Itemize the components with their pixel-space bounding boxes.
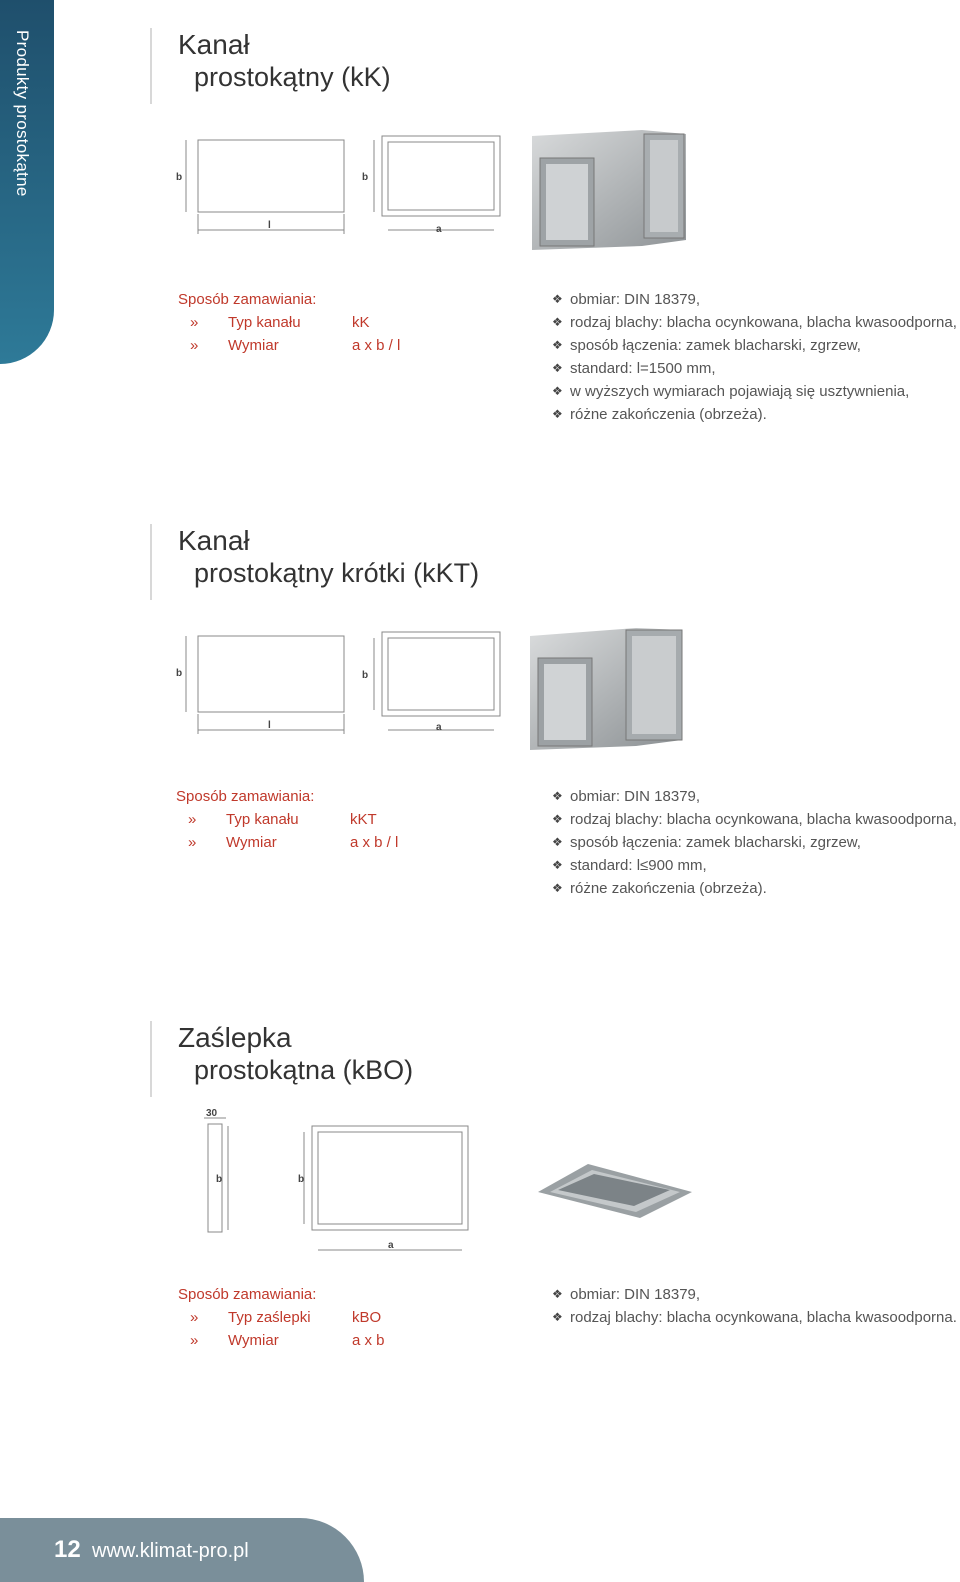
title-line2: prostokątny (kK) — [194, 62, 391, 92]
title-line2: prostokątny krótki (kKT) — [194, 558, 480, 588]
dim-b-label: b — [176, 668, 183, 679]
row-value: a x b — [352, 1332, 385, 1349]
row-bullet: » — [190, 1332, 199, 1349]
diamond-cluster-icon: ❖ — [552, 881, 563, 895]
duct-photo-kkt — [530, 626, 686, 752]
spec-text: rodzaj blachy: blacha ocynkowana, blacha kwasoodporna, — [570, 314, 957, 331]
title-line1: Zaślepka — [178, 1022, 292, 1053]
side-tab-label: Produkty prostokątne — [13, 30, 32, 197]
order-row — [176, 831, 398, 854]
dim-b-label: b — [298, 1174, 305, 1185]
title-block — [150, 524, 479, 600]
row-bullet: » — [190, 337, 199, 354]
order-info-kk — [178, 288, 400, 357]
spec-text: sposób łączenia: zamek blacharski, zgrzew, — [570, 337, 861, 354]
order-heading: Sposób zamawiania: — [176, 788, 315, 805]
diamond-cluster-icon: ❖ — [552, 338, 563, 352]
diamond-cluster-icon: ❖ — [552, 315, 563, 329]
list-item — [552, 877, 957, 900]
page-number: 12 — [54, 1536, 81, 1563]
row-bullet: » — [190, 1309, 199, 1326]
row-name: Typ zaślepki — [228, 1309, 311, 1326]
spec-list-kbo — [552, 1283, 957, 1329]
diamond-cluster-icon: ❖ — [552, 1310, 563, 1324]
diamond-cluster-icon: ❖ — [552, 292, 563, 306]
spec-text: standard: l≤900 mm, — [570, 857, 707, 874]
title-block — [150, 28, 391, 104]
dim-a-label: a — [436, 722, 442, 733]
row-name: Wymiar — [226, 834, 277, 851]
dimension-drawing-kbo — [190, 1104, 480, 1254]
row-value: kKT — [350, 811, 377, 828]
order-row — [178, 334, 400, 357]
end-cap-photo-kbo — [536, 1158, 694, 1220]
diamond-cluster-icon: ❖ — [552, 789, 563, 803]
dim-a-label: a — [388, 1240, 394, 1251]
list-item — [552, 808, 957, 831]
diamond-cluster-icon: ❖ — [552, 384, 563, 398]
diamond-cluster-icon: ❖ — [552, 835, 563, 849]
duct-photo-kk — [532, 128, 690, 252]
order-info-kkt — [176, 785, 398, 854]
list-item — [552, 357, 957, 380]
list-item — [552, 854, 957, 877]
order-info-kbo — [178, 1283, 385, 1352]
spec-text: obmiar: DIN 18379, — [570, 1286, 701, 1303]
list-item — [552, 1283, 957, 1306]
title-line1: Kanał — [178, 525, 250, 556]
title-block — [150, 1021, 413, 1097]
title-line2: prostokątna (kBO) — [194, 1055, 414, 1085]
list-item — [552, 831, 957, 854]
spec-list-kk — [552, 288, 957, 426]
row-value: kBO — [352, 1309, 382, 1326]
diamond-cluster-icon: ❖ — [552, 361, 563, 375]
row-bullet: » — [188, 811, 197, 828]
list-item — [552, 403, 957, 426]
spec-text: obmiar: DIN 18379, — [570, 788, 701, 805]
dim-l-label: l — [268, 220, 271, 231]
row-bullet: » — [188, 834, 197, 851]
spec-text: standard: l=1500 mm, — [570, 360, 716, 377]
row-name: Typ kanału — [226, 811, 299, 828]
footer-bar — [0, 1518, 364, 1582]
row-value: a x b / l — [352, 337, 401, 354]
dim-b-label: b — [176, 172, 183, 183]
spec-text: obmiar: DIN 18379, — [570, 291, 701, 308]
spec-text: w wyższych wymiarach pojawiają się usztywnienia, — [570, 383, 910, 400]
dimension-drawing-kk — [170, 130, 510, 240]
list-item — [552, 288, 957, 311]
list-item — [552, 785, 957, 808]
diamond-cluster-icon: ❖ — [552, 1287, 563, 1301]
dim-a-label: a — [436, 224, 442, 235]
row-value: kK — [352, 314, 370, 331]
row-name: Wymiar — [228, 1332, 279, 1349]
dimension-drawing-kkt — [170, 628, 510, 738]
row-bullet: » — [190, 314, 199, 331]
list-item — [552, 1306, 957, 1329]
spec-text: rodzaj blachy: blacha ocynkowana, blacha kwasoodporna. — [570, 1309, 957, 1326]
dim-b-label: b — [216, 1174, 223, 1185]
dim-thickness-label: 30 — [206, 1108, 218, 1119]
diamond-cluster-icon: ❖ — [552, 858, 563, 872]
order-row — [178, 1306, 385, 1329]
spec-list-kkt — [552, 785, 957, 900]
dim-b-label: b — [362, 670, 369, 681]
title-line1: Kanał — [178, 29, 250, 60]
row-name: Wymiar — [228, 337, 279, 354]
row-name: Typ kanału — [228, 314, 301, 331]
order-heading: Sposób zamawiania: — [178, 1286, 317, 1303]
spec-text: rodzaj blachy: blacha ocynkowana, blacha kwasoodporna, — [570, 811, 957, 828]
dim-b-label: b — [362, 172, 369, 183]
order-heading: Sposób zamawiania: — [178, 291, 317, 308]
list-item — [552, 334, 957, 357]
dim-l-label: l — [268, 720, 271, 731]
order-row — [178, 1329, 385, 1352]
order-row — [178, 311, 400, 334]
list-item — [552, 311, 957, 334]
spec-text: różne zakończenia (obrzeża). — [570, 406, 767, 423]
row-value: a x b / l — [350, 834, 399, 851]
footer-url[interactable]: www.klimat-pro.pl — [92, 1540, 249, 1562]
spec-text: różne zakończenia (obrzeża). — [570, 880, 767, 897]
spec-text: sposób łączenia: zamek blacharski, zgrzew, — [570, 834, 861, 851]
order-row — [176, 808, 398, 831]
list-item — [552, 380, 957, 403]
diamond-cluster-icon: ❖ — [552, 812, 563, 826]
side-tab — [0, 0, 54, 364]
diamond-cluster-icon: ❖ — [552, 407, 563, 421]
